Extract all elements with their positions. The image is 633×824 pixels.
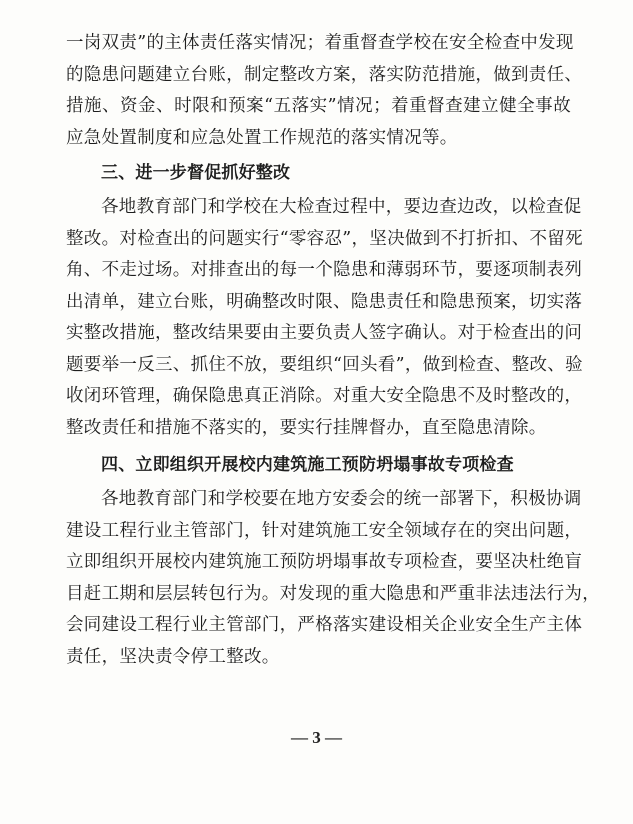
paragraph-line: 应急处置制度和应急处置工作规范的落实情况等。 [66,127,458,148]
paragraph-line: 整改。对检查出的问题实行“零容忍”，坚决做到不打折扣、不留死 [66,228,583,249]
paragraph-line: 出清单，建立台账，明确整改时限、隐患责任和隐患预案，切实落 [66,291,583,312]
paragraph-line: 建设工程行业主管部门，针对建筑施工安全领域存在的突出问题， [66,520,583,541]
section-4-paragraph [66,484,600,673]
section-heading-3: 三、进一步督促抓好整改 [101,163,291,183]
section-3-paragraph [66,192,583,444]
paragraph-line: 措施、资金、时限和预案“五落实”情况；着重督查建立健全事故 [66,96,571,116]
paragraph-line: 一岗双责”的主体责任落实情况；着重督查学校在安全检查中发现 [66,33,574,53]
paragraph-line: 整改责任和措施不落实的，要实行挂牌督办，直至隐患清除。 [66,417,547,438]
paragraph-line: 各地教育部门和学校要在地方安委会的统一部署下，积极协调 [101,489,582,509]
intro-paragraph [66,28,583,154]
section-heading-4: 四、立即组织开展校内建筑施工预防坍塌事故专项检查 [101,455,514,475]
paragraph-line: 立即组织开展校内建筑施工预防坍塌事故专项检查，要坚决杜绝盲 [66,552,583,572]
paragraph-line: 的隐患问题建立台账，制定整改方案，落实防范措施，做到责任、 [66,64,583,85]
paragraph-line: 题要举一反三、抓住不放，要组织“回头看”，做到检查、整改、验 [66,354,583,375]
paragraph-line: 角、不走过场。对排查出的每一个隐患和薄弱环节，要逐项制表列 [66,260,583,280]
paragraph-line: 收闭环管理，确保隐患真正消除。对重大安全隐患不及时整改的， [66,386,583,406]
document-page [66,28,600,673]
paragraph-line: 会同建设工程行业主管部门，严格落实建设相关企业安全生产主体 [66,615,583,635]
paragraph-line: 各地教育部门和学校在大检查过程中，要边查边改，以检查促 [101,197,582,217]
paragraph-line: 责任，坚决责令停工整改。 [66,646,280,667]
paragraph-line: 目赶工期和层层转包行为。对发现的重大隐患和严重非法违法行为， [66,583,600,604]
paragraph-line: 实整改措施，整改结果要由主要负责人签字确认。对于检查出的问 [66,323,583,343]
page-number: — 3 — [291,728,342,747]
